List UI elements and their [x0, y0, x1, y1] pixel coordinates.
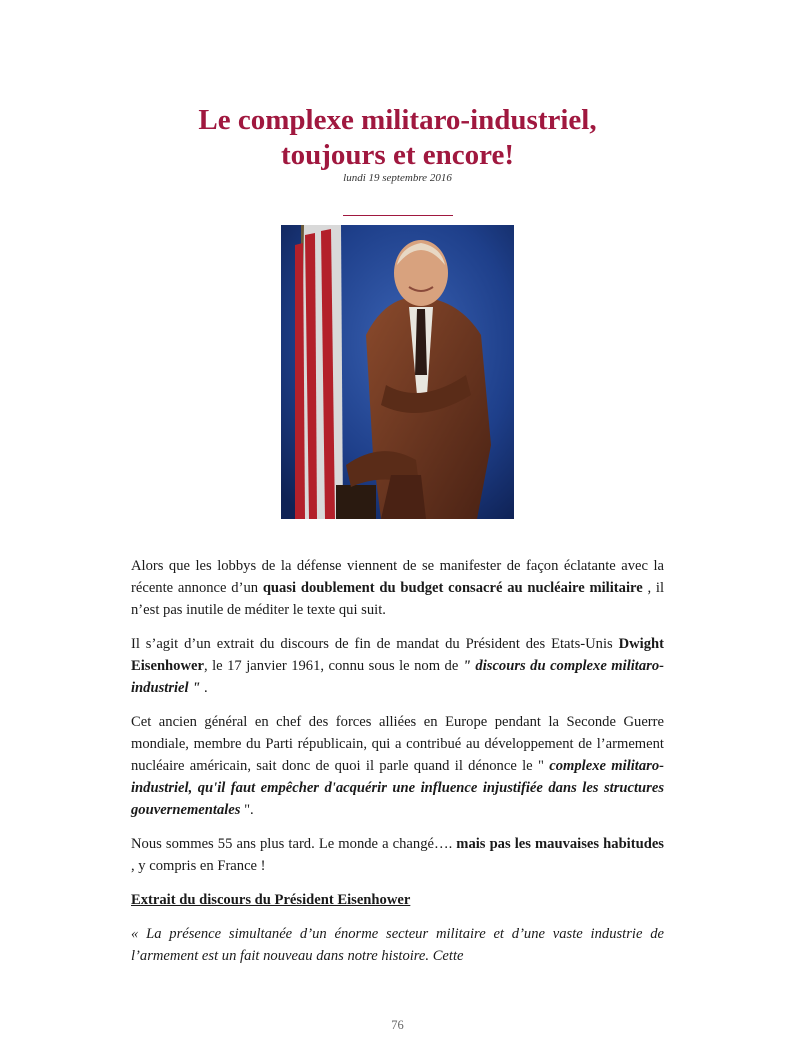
title-line-2: toujours et encore! — [280, 139, 514, 171]
paragraph-3-quote: complexe militaro-industriel, qu'il faut empêcher d'acquérir une influence injustifiée dans les structures gouvernementales — [131, 758, 664, 818]
paragraph-4 — [131, 833, 664, 877]
section-heading-text: Extrait du discours du Président Eisenhower — [131, 892, 411, 908]
paragraph-2-speech-title: " discours du complexe militaro-industriel " — [131, 658, 664, 696]
paragraph-2 — [131, 633, 664, 699]
paragraph-1-text: Alors que les lobbys de la défense viennent de se manifester de façon éclatante avec la récente annonce d’un — [131, 558, 664, 596]
paragraph-3-text-end: ". — [240, 802, 254, 818]
paragraph-1-text-end: , il n’est pas inutile de méditer le texte qui suit. — [131, 580, 665, 618]
article-body — [131, 555, 664, 967]
section-heading — [131, 889, 664, 911]
paragraph-4-emphasis: mais pas les mauvaises habitudes — [456, 836, 664, 852]
paragraph-4-text-end: , y compris en France ! — [131, 858, 266, 874]
paragraph-3 — [131, 711, 664, 821]
article-title — [0, 103, 795, 173]
paragraph-3-text: Cet ancien général en chef des forces alliées en Europe pendant la Seconde Guerre mondiale, membre du Parti républicain, qui a contribué au développement de l’armement nucléaire américain, sait donc de quoi il parle quand il dénonce le " — [131, 714, 664, 774]
paragraph-1 — [131, 555, 664, 621]
title-divider — [343, 215, 453, 216]
paragraph-4-text: Nous sommes 55 ans plus tard. Le monde a changé…. — [131, 836, 457, 852]
eisenhower-portrait-photo — [281, 225, 514, 519]
publication-date: lundi 19 septembre 2016 — [343, 172, 452, 184]
paragraph-2-text-end: . — [200, 680, 208, 696]
page-number: 76 — [391, 1018, 404, 1032]
paragraph-2-name: Dwight Eisenhower — [131, 636, 664, 674]
title-line-1: Le complexe militaro-industriel, — [198, 104, 597, 136]
speech-excerpt-text: « La présence simultanée d’un énorme secteur militaire et d’une vaste industrie de l’armement est un fait nouveau dans notre histoire. Cette — [131, 926, 664, 964]
paragraph-2-text: Il s’agit d’un extrait du discours de fin de mandat du Président des Etats-Unis — [131, 636, 619, 652]
paragraph-2-text-mid: , le 17 janvier 1961, connu sous le nom de — [203, 658, 463, 674]
flag-shape — [295, 225, 343, 519]
speech-excerpt — [131, 923, 664, 967]
paragraph-1-emphasis: quasi doublement du budget consacré au nucléaire militaire — [262, 580, 643, 596]
